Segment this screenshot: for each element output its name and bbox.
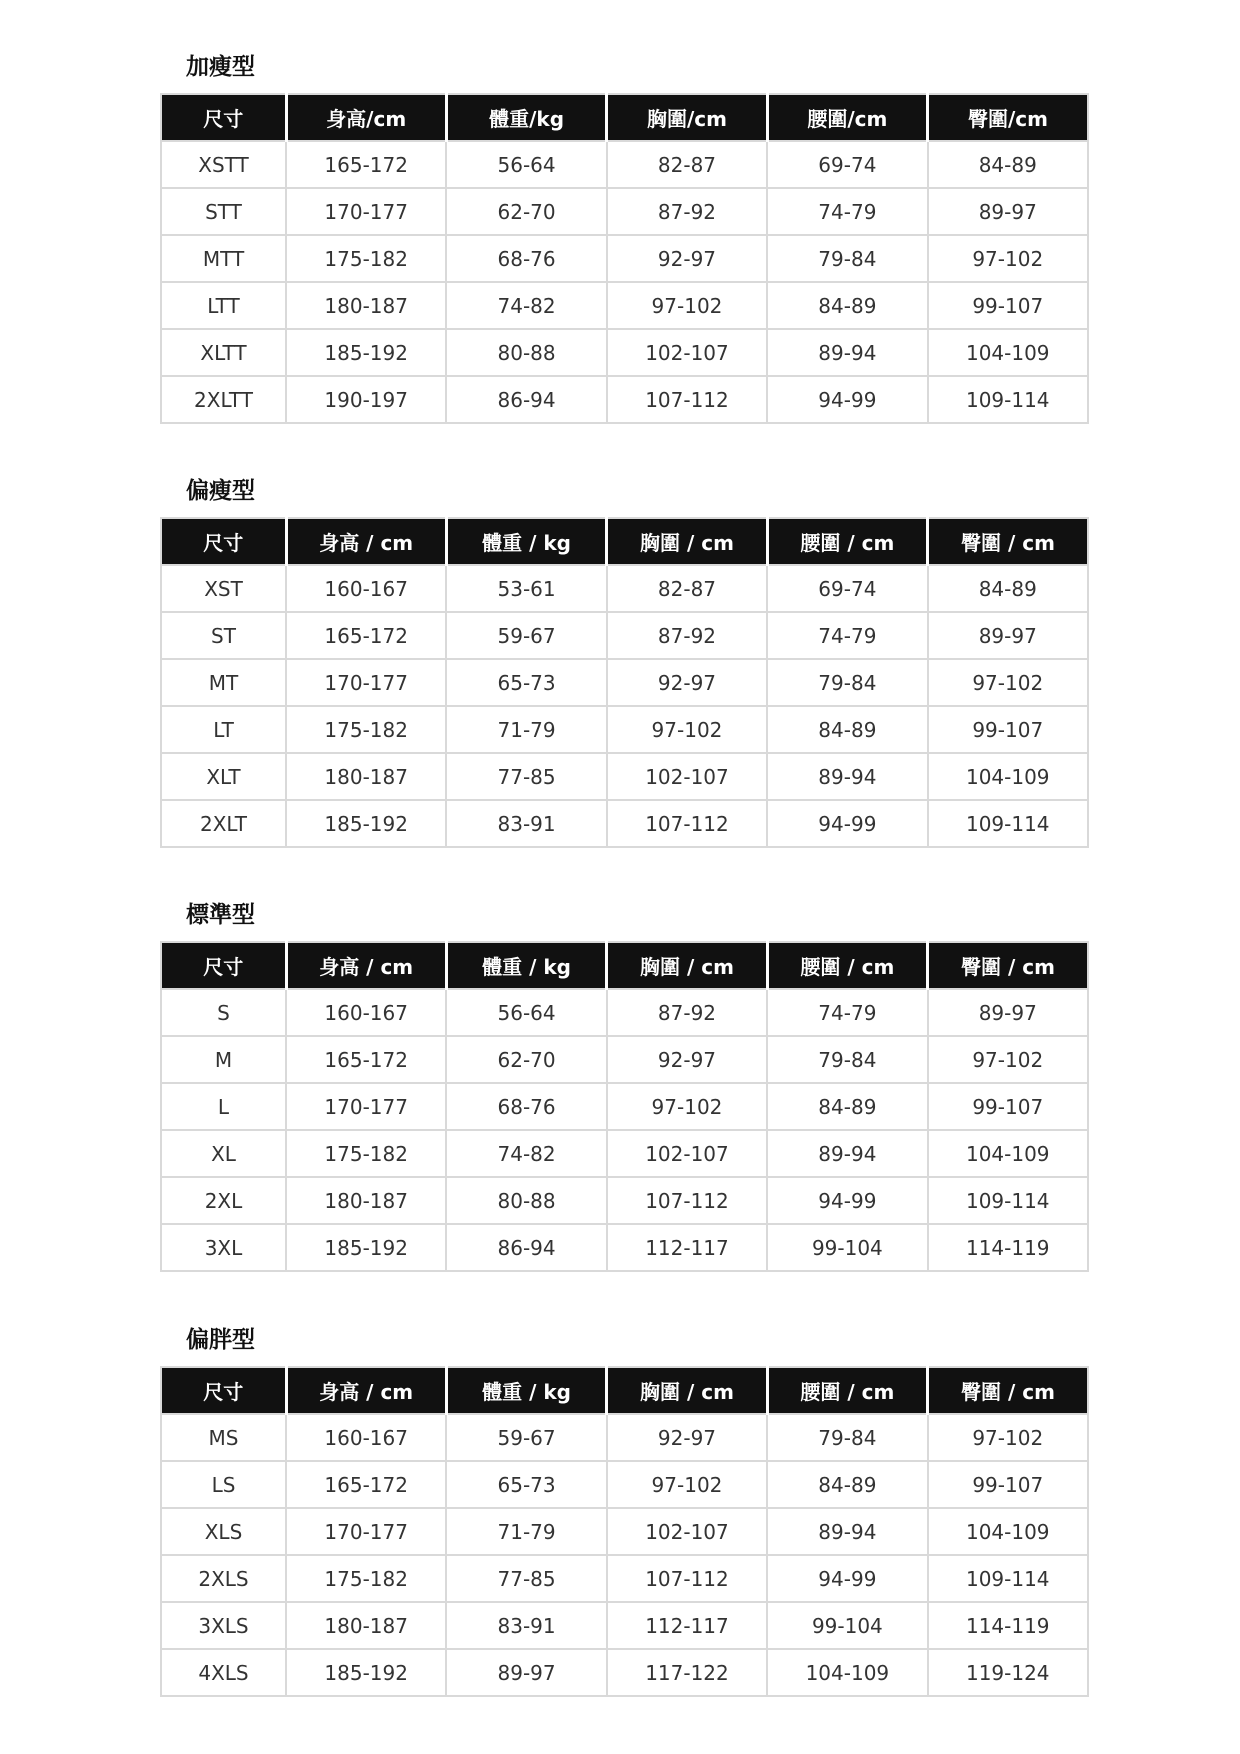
cell-waist: 69-74 <box>767 565 927 612</box>
cell-size: MTT <box>161 235 286 282</box>
cell-size: XSTT <box>161 141 286 188</box>
cell-chest: 102-107 <box>607 1508 767 1555</box>
cell-height: 190-197 <box>286 376 446 423</box>
cell-hip: 114-119 <box>928 1224 1088 1271</box>
cell-size: 3XLS <box>161 1602 286 1649</box>
header-chest: 胸圍/cm <box>607 94 767 141</box>
cell-weight: 68-76 <box>446 235 606 282</box>
cell-weight: 65-73 <box>446 1461 606 1508</box>
section-title: 加瘦型 <box>186 54 255 80</box>
table-row <box>161 1130 1088 1177</box>
header-height: 身高/cm <box>286 94 446 141</box>
cell-weight: 83-91 <box>446 1602 606 1649</box>
cell-size: M <box>161 1036 286 1083</box>
cell-hip: 99-107 <box>928 1083 1088 1130</box>
cell-weight: 80-88 <box>446 329 606 376</box>
size-section-extra-slim <box>160 54 1087 424</box>
cell-hip: 109-114 <box>928 800 1088 847</box>
cell-height: 185-192 <box>286 1649 446 1696</box>
table-row <box>161 612 1088 659</box>
cell-size: 4XLS <box>161 1649 286 1696</box>
table-row <box>161 989 1088 1036</box>
table-row <box>161 706 1088 753</box>
header-weight: 體重/kg <box>446 94 606 141</box>
cell-hip: 84-89 <box>928 141 1088 188</box>
cell-size: ST <box>161 612 286 659</box>
table-row <box>161 235 1088 282</box>
cell-height: 165-172 <box>286 612 446 659</box>
cell-chest: 117-122 <box>607 1649 767 1696</box>
cell-height: 180-187 <box>286 1177 446 1224</box>
cell-height: 175-182 <box>286 235 446 282</box>
cell-weight: 56-64 <box>446 141 606 188</box>
cell-hip: 97-102 <box>928 1414 1088 1461</box>
cell-hip: 99-107 <box>928 282 1088 329</box>
cell-hip: 109-114 <box>928 1555 1088 1602</box>
cell-chest: 107-112 <box>607 1177 767 1224</box>
cell-chest: 107-112 <box>607 800 767 847</box>
cell-height: 170-177 <box>286 659 446 706</box>
cell-waist: 94-99 <box>767 1555 927 1602</box>
table-row <box>161 1461 1088 1508</box>
section-title: 偏胖型 <box>186 1327 255 1353</box>
cell-chest: 92-97 <box>607 1414 767 1461</box>
header-waist: 腰圍 / cm <box>767 942 927 989</box>
cell-height: 160-167 <box>286 565 446 612</box>
cell-size: LT <box>161 706 286 753</box>
section-title: 標準型 <box>186 902 255 928</box>
cell-chest: 102-107 <box>607 329 767 376</box>
cell-size: LTT <box>161 282 286 329</box>
cell-waist: 74-79 <box>767 188 927 235</box>
cell-hip: 109-114 <box>928 376 1088 423</box>
cell-chest: 87-92 <box>607 188 767 235</box>
cell-height: 180-187 <box>286 753 446 800</box>
table-row <box>161 376 1088 423</box>
header-hip: 臀圍 / cm <box>928 518 1088 565</box>
table-row <box>161 1414 1088 1461</box>
cell-waist: 104-109 <box>767 1649 927 1696</box>
cell-waist: 89-94 <box>767 329 927 376</box>
cell-hip: 104-109 <box>928 753 1088 800</box>
size-table <box>160 517 1089 848</box>
size-section-slim <box>160 478 1087 848</box>
cell-waist: 84-89 <box>767 1461 927 1508</box>
table-header-row <box>161 942 1088 989</box>
table-row <box>161 188 1088 235</box>
header-chest: 胸圍 / cm <box>607 942 767 989</box>
cell-size: 2XLS <box>161 1555 286 1602</box>
header-hip: 臀圍 / cm <box>928 942 1088 989</box>
cell-chest: 92-97 <box>607 659 767 706</box>
cell-height: 175-182 <box>286 1130 446 1177</box>
cell-height: 185-192 <box>286 1224 446 1271</box>
cell-waist: 84-89 <box>767 282 927 329</box>
cell-waist: 94-99 <box>767 800 927 847</box>
cell-waist: 79-84 <box>767 659 927 706</box>
cell-weight: 62-70 <box>446 188 606 235</box>
cell-waist: 79-84 <box>767 235 927 282</box>
cell-hip: 99-107 <box>928 706 1088 753</box>
cell-size: 3XL <box>161 1224 286 1271</box>
cell-hip: 97-102 <box>928 235 1088 282</box>
cell-chest: 97-102 <box>607 282 767 329</box>
cell-weight: 80-88 <box>446 1177 606 1224</box>
cell-height: 165-172 <box>286 141 446 188</box>
cell-waist: 79-84 <box>767 1414 927 1461</box>
cell-chest: 92-97 <box>607 235 767 282</box>
cell-weight: 71-79 <box>446 706 606 753</box>
section-title: 偏瘦型 <box>186 478 255 504</box>
cell-chest: 97-102 <box>607 1461 767 1508</box>
cell-hip: 114-119 <box>928 1602 1088 1649</box>
cell-hip: 119-124 <box>928 1649 1088 1696</box>
cell-waist: 94-99 <box>767 1177 927 1224</box>
cell-hip: 97-102 <box>928 1036 1088 1083</box>
header-hip: 臀圍/cm <box>928 94 1088 141</box>
header-height: 身高 / cm <box>286 518 446 565</box>
table-row <box>161 1555 1088 1602</box>
header-weight: 體重 / kg <box>446 518 606 565</box>
table-row <box>161 282 1088 329</box>
cell-weight: 68-76 <box>446 1083 606 1130</box>
table-row <box>161 1224 1088 1271</box>
table-row <box>161 800 1088 847</box>
cell-height: 165-172 <box>286 1461 446 1508</box>
table-row <box>161 1036 1088 1083</box>
cell-waist: 89-94 <box>767 753 927 800</box>
cell-waist: 79-84 <box>767 1036 927 1083</box>
table-row <box>161 141 1088 188</box>
cell-weight: 62-70 <box>446 1036 606 1083</box>
cell-chest: 82-87 <box>607 141 767 188</box>
cell-weight: 59-67 <box>446 1414 606 1461</box>
cell-size: XLS <box>161 1508 286 1555</box>
cell-hip: 104-109 <box>928 1508 1088 1555</box>
size-section-standard <box>160 902 1087 1272</box>
cell-weight: 71-79 <box>446 1508 606 1555</box>
size-table <box>160 1366 1089 1697</box>
cell-hip: 84-89 <box>928 565 1088 612</box>
cell-height: 170-177 <box>286 1083 446 1130</box>
cell-chest: 97-102 <box>607 1083 767 1130</box>
cell-size: LS <box>161 1461 286 1508</box>
cell-weight: 59-67 <box>446 612 606 659</box>
header-chest: 胸圍 / cm <box>607 1367 767 1414</box>
cell-size: XLTT <box>161 329 286 376</box>
table-row <box>161 1083 1088 1130</box>
cell-hip: 89-97 <box>928 188 1088 235</box>
cell-size: S <box>161 989 286 1036</box>
cell-size: STT <box>161 188 286 235</box>
table-header-row <box>161 518 1088 565</box>
cell-waist: 74-79 <box>767 989 927 1036</box>
header-size: 尺寸 <box>161 94 286 141</box>
cell-size: XL <box>161 1130 286 1177</box>
cell-waist: 89-94 <box>767 1130 927 1177</box>
cell-height: 160-167 <box>286 989 446 1036</box>
cell-waist: 99-104 <box>767 1602 927 1649</box>
cell-height: 180-187 <box>286 282 446 329</box>
table-row <box>161 1649 1088 1696</box>
cell-chest: 107-112 <box>607 376 767 423</box>
cell-hip: 89-97 <box>928 612 1088 659</box>
table-row <box>161 753 1088 800</box>
cell-chest: 87-92 <box>607 989 767 1036</box>
cell-weight: 56-64 <box>446 989 606 1036</box>
cell-hip: 97-102 <box>928 659 1088 706</box>
cell-weight: 74-82 <box>446 282 606 329</box>
cell-weight: 86-94 <box>446 1224 606 1271</box>
table-header-row <box>161 94 1088 141</box>
table-row <box>161 659 1088 706</box>
header-hip: 臀圍 / cm <box>928 1367 1088 1414</box>
cell-size: MS <box>161 1414 286 1461</box>
cell-weight: 86-94 <box>446 376 606 423</box>
size-section-plump <box>160 1327 1087 1697</box>
cell-size: L <box>161 1083 286 1130</box>
cell-height: 170-177 <box>286 188 446 235</box>
cell-size: XLT <box>161 753 286 800</box>
header-size: 尺寸 <box>161 518 286 565</box>
cell-waist: 89-94 <box>767 1508 927 1555</box>
table-row <box>161 565 1088 612</box>
cell-waist: 99-104 <box>767 1224 927 1271</box>
cell-chest: 87-92 <box>607 612 767 659</box>
cell-size: 2XLT <box>161 800 286 847</box>
table-row <box>161 1177 1088 1224</box>
cell-size: 2XL <box>161 1177 286 1224</box>
cell-height: 185-192 <box>286 800 446 847</box>
cell-height: 170-177 <box>286 1508 446 1555</box>
size-table <box>160 941 1089 1272</box>
cell-height: 185-192 <box>286 329 446 376</box>
cell-size: 2XLTT <box>161 376 286 423</box>
cell-hip: 104-109 <box>928 1130 1088 1177</box>
cell-weight: 77-85 <box>446 1555 606 1602</box>
header-size: 尺寸 <box>161 942 286 989</box>
header-height: 身高 / cm <box>286 942 446 989</box>
cell-weight: 89-97 <box>446 1649 606 1696</box>
cell-height: 160-167 <box>286 1414 446 1461</box>
cell-height: 175-182 <box>286 1555 446 1602</box>
table-row <box>161 1602 1088 1649</box>
cell-chest: 102-107 <box>607 1130 767 1177</box>
cell-size: XST <box>161 565 286 612</box>
table-header-row <box>161 1367 1088 1414</box>
cell-weight: 74-82 <box>446 1130 606 1177</box>
header-waist: 腰圍 / cm <box>767 1367 927 1414</box>
header-size: 尺寸 <box>161 1367 286 1414</box>
cell-hip: 104-109 <box>928 329 1088 376</box>
cell-weight: 83-91 <box>446 800 606 847</box>
header-height: 身高 / cm <box>286 1367 446 1414</box>
cell-chest: 112-117 <box>607 1224 767 1271</box>
header-weight: 體重 / kg <box>446 1367 606 1414</box>
size-table <box>160 93 1089 424</box>
cell-hip: 109-114 <box>928 1177 1088 1224</box>
header-waist: 腰圍/cm <box>767 94 927 141</box>
cell-hip: 99-107 <box>928 1461 1088 1508</box>
header-waist: 腰圍 / cm <box>767 518 927 565</box>
header-chest: 胸圍 / cm <box>607 518 767 565</box>
cell-hip: 89-97 <box>928 989 1088 1036</box>
cell-waist: 69-74 <box>767 141 927 188</box>
table-row <box>161 329 1088 376</box>
cell-chest: 107-112 <box>607 1555 767 1602</box>
cell-waist: 84-89 <box>767 706 927 753</box>
cell-height: 165-172 <box>286 1036 446 1083</box>
cell-waist: 84-89 <box>767 1083 927 1130</box>
cell-chest: 82-87 <box>607 565 767 612</box>
cell-height: 180-187 <box>286 1602 446 1649</box>
header-weight: 體重 / kg <box>446 942 606 989</box>
cell-height: 175-182 <box>286 706 446 753</box>
cell-chest: 102-107 <box>607 753 767 800</box>
cell-size: MT <box>161 659 286 706</box>
cell-waist: 94-99 <box>767 376 927 423</box>
cell-chest: 92-97 <box>607 1036 767 1083</box>
cell-waist: 74-79 <box>767 612 927 659</box>
cell-weight: 65-73 <box>446 659 606 706</box>
cell-chest: 112-117 <box>607 1602 767 1649</box>
table-row <box>161 1508 1088 1555</box>
cell-weight: 53-61 <box>446 565 606 612</box>
cell-chest: 97-102 <box>607 706 767 753</box>
cell-weight: 77-85 <box>446 753 606 800</box>
